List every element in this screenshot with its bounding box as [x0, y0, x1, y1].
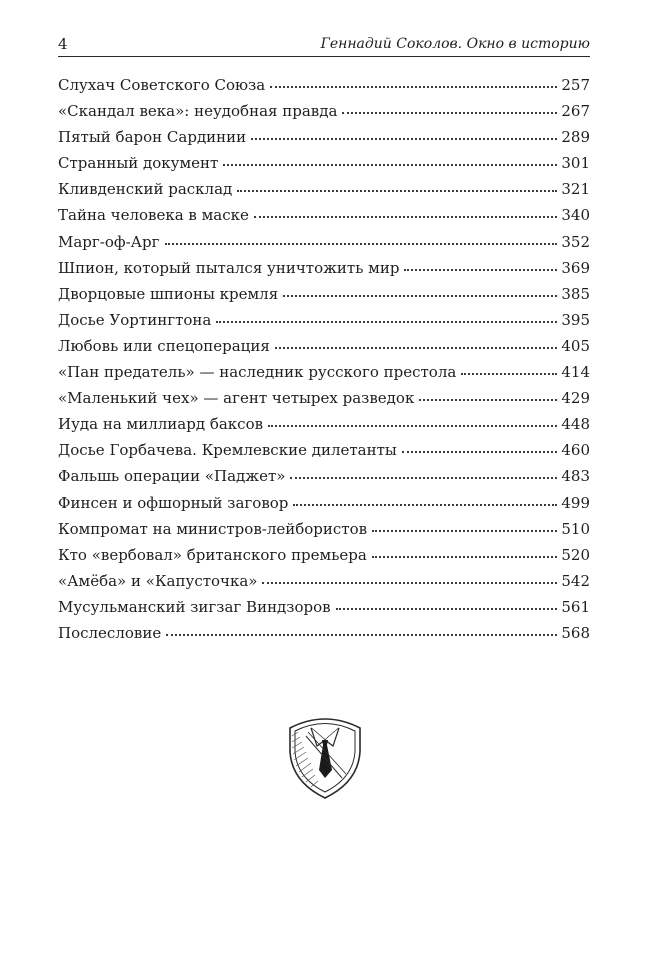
toc-entry-page: 301: [561, 154, 590, 173]
toc-entry-title: «Скандал века»: неудобная правда: [58, 102, 338, 121]
toc-entry: [58, 98, 590, 124]
toc-entry: [58, 463, 590, 489]
toc-entry-title: Досье Горбачева. Кремлевские дилетанты: [58, 441, 397, 460]
toc-entry: [58, 72, 590, 98]
toc-entry: [58, 202, 590, 228]
toc-entry-page: 542: [561, 571, 590, 590]
toc-entry: [58, 359, 590, 385]
toc-entry-title: Марг-оф-Арг: [58, 232, 160, 251]
toc-entry-page: 561: [561, 597, 590, 616]
table-of-contents: [58, 72, 590, 646]
toc-entry-title: Тайна человека в маске: [58, 206, 249, 225]
toc-entry-title: Мусульманский зигзаг Виндзоров: [58, 597, 331, 616]
toc-entry-title: Кто «вербовал» британского премьера: [58, 545, 367, 564]
running-header: [58, 34, 590, 57]
toc-entry: [58, 333, 590, 359]
toc-entry-title: Послесловие: [58, 623, 162, 642]
toc-dot-leader: [283, 281, 557, 297]
toc-entry-title: Фальшь операции «Паджет»: [58, 467, 286, 486]
toc-dot-leader: [268, 411, 557, 427]
toc-entry-page: 483: [561, 467, 590, 486]
toc-entry-title: Кливденский расклад: [58, 180, 233, 199]
toc-entry-page: 395: [561, 310, 590, 329]
toc-dot-leader: [404, 255, 557, 271]
toc-entry-title: «Амёба» и «Капусточка»: [58, 571, 258, 590]
toc-entry-title: Пятый барон Сардинии: [58, 128, 247, 147]
toc-dot-leader: [372, 542, 558, 558]
toc-entry-page: 448: [561, 415, 590, 434]
toc-entry-page: 352: [561, 232, 590, 251]
toc-entry-page: 289: [561, 128, 590, 147]
page-number: 4: [58, 35, 68, 53]
toc-entry-page: 414: [561, 363, 590, 382]
toc-entry-page: 568: [561, 623, 590, 642]
toc-dot-leader: [290, 463, 557, 479]
toc-dot-leader: [262, 568, 557, 584]
toc-entry-title: Дворцовые шпионы кремля: [58, 284, 279, 303]
toc-entry-page: 405: [561, 336, 590, 355]
toc-entry: [58, 229, 590, 255]
toc-entry-title: Иуда на миллиард баксов: [58, 415, 264, 434]
toc-entry: [58, 411, 590, 437]
toc-entry-page: 267: [561, 102, 590, 121]
toc-entry-title: Шпион, который пытался уничтожить мир: [58, 258, 400, 277]
toc-dot-leader: [165, 229, 558, 245]
toc-entry: [58, 594, 590, 620]
toc-dot-leader: [402, 437, 558, 453]
toc-entry: [58, 124, 590, 150]
toc-entry-page: 460: [561, 441, 590, 460]
toc-entry: [58, 176, 590, 202]
toc-entry-page: 340: [561, 206, 590, 225]
toc-entry: [58, 568, 590, 594]
toc-entry: [58, 307, 590, 333]
toc-dot-leader: [275, 333, 558, 349]
toc-entry-title: Досье Уортингтона: [58, 310, 212, 329]
toc-entry-title: Странный документ: [58, 154, 219, 173]
toc-entry-page: 499: [561, 493, 590, 512]
toc-entry-page: 369: [561, 258, 590, 277]
toc-dot-leader: [372, 516, 557, 532]
toc-entry: [58, 150, 590, 176]
toc-dot-leader: [270, 72, 557, 88]
toc-dot-leader: [419, 385, 557, 401]
toc-dot-leader: [223, 150, 557, 166]
toc-dot-leader: [216, 307, 557, 323]
toc-dot-leader: [166, 620, 557, 636]
toc-entry: [58, 620, 590, 646]
toc-entry-title: «Маленький чех» — агент четырех разведок: [58, 389, 415, 408]
toc-entry-page: 257: [561, 76, 590, 94]
toc-entry: [58, 255, 590, 281]
toc-entry-page: 385: [561, 284, 590, 303]
toc-entry-title: Финсен и офшорный заговор: [58, 493, 289, 512]
running-title: Геннадий Соколов. Окно в историю: [320, 36, 590, 52]
toc-entry-page: 520: [561, 545, 590, 564]
toc-entry-title: Компромат на министров-лейбористов: [58, 519, 368, 538]
toc-dot-leader: [251, 124, 557, 140]
toc-entry-title: Слухач Советского Союза: [58, 76, 266, 94]
toc-entry: [58, 437, 590, 463]
toc-entry-title: Любовь или спецоперация: [58, 336, 270, 355]
toc-entry-page: 510: [561, 519, 590, 538]
toc-entry: [58, 281, 590, 307]
toc-entry: [58, 385, 590, 411]
toc-dot-leader: [336, 594, 558, 610]
toc-entry-page: 321: [561, 180, 590, 199]
toc-dot-leader: [254, 202, 557, 218]
toc-entry: [58, 542, 590, 568]
toc-dot-leader: [293, 490, 557, 506]
toc-entry: [58, 516, 590, 542]
toc-entry-title: «Пан предатель» — наследник русского престола: [58, 363, 457, 382]
toc-dot-leader: [342, 98, 557, 114]
shield-tie-emblem-icon: [284, 706, 366, 802]
toc-dot-leader: [461, 359, 557, 375]
toc-dot-leader: [237, 176, 557, 192]
toc-entry-page: 429: [561, 389, 590, 408]
toc-entry: [58, 490, 590, 516]
